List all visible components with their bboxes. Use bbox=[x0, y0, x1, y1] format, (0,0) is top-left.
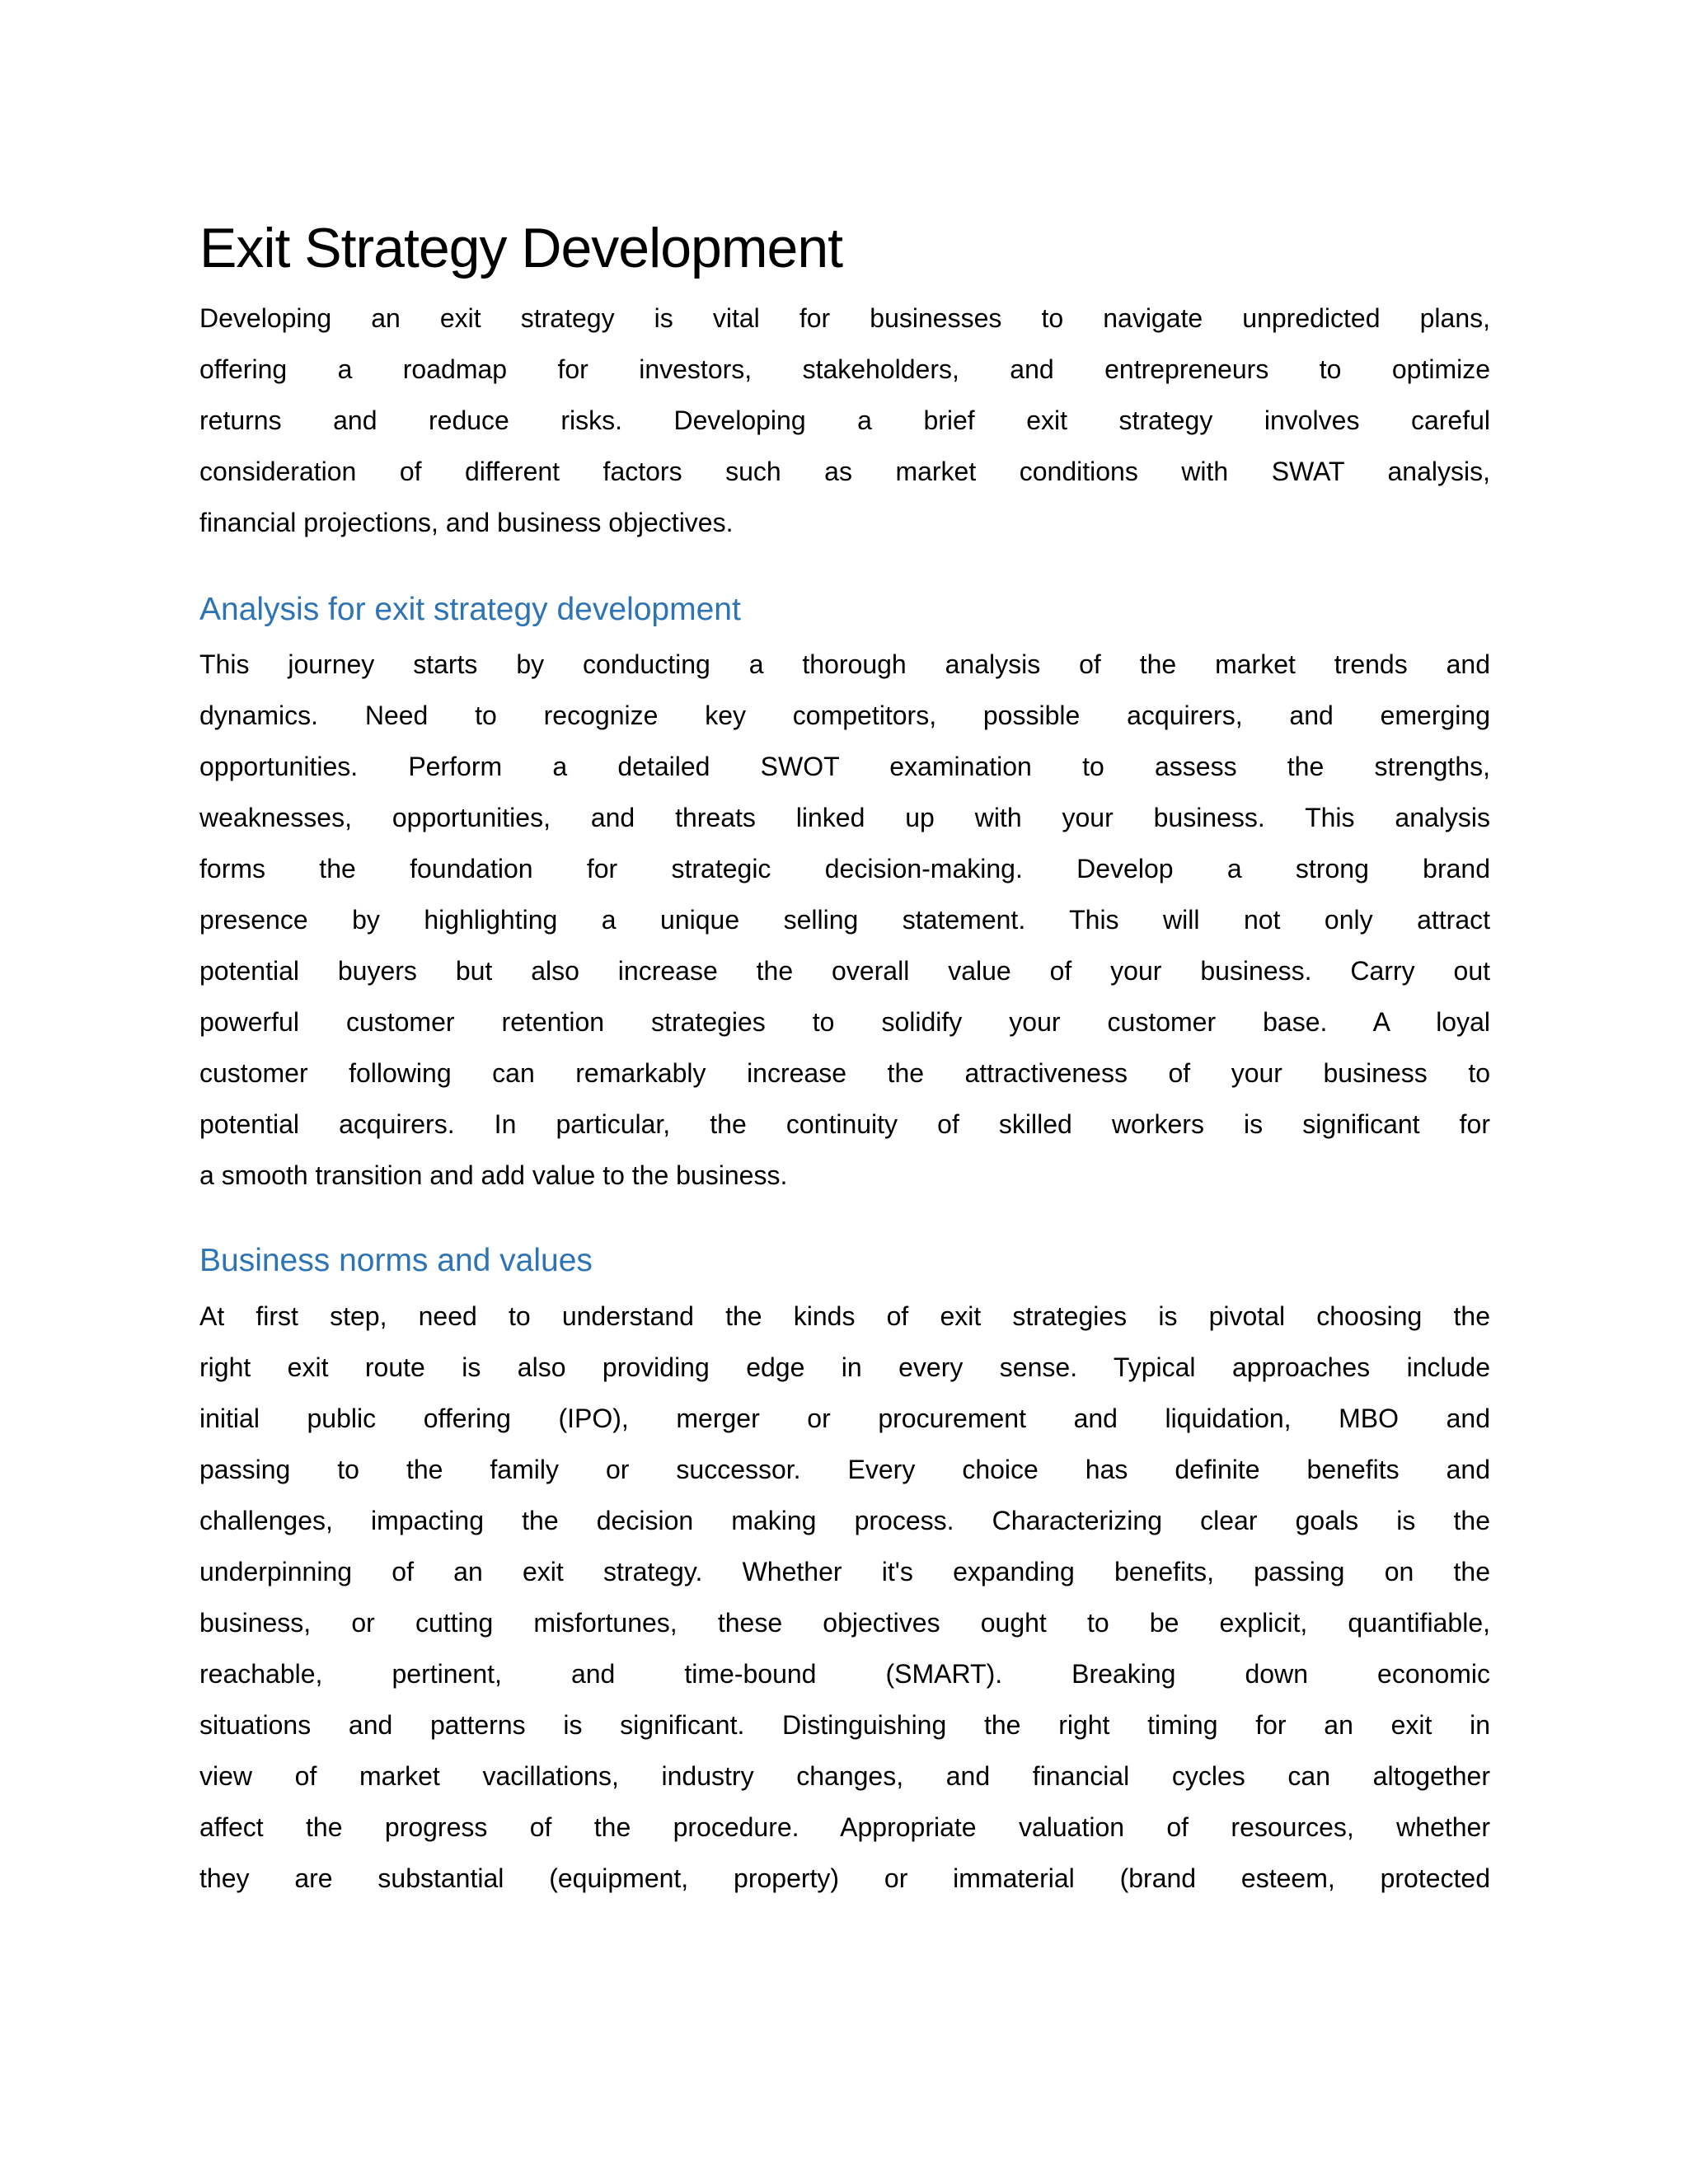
paragraph-line: situations and patterns is significant. Distinguishing the right timing for an exit in bbox=[199, 1710, 1490, 1740]
page-title: Exit Strategy Development bbox=[199, 217, 843, 279]
intro-paragraph bbox=[199, 293, 1490, 548]
paragraph-line: affect the progress of the procedure. Appropriate valuation of resources, whether bbox=[199, 1812, 1490, 1842]
paragraph-line: forms the foundation for strategic decision-making. Develop a strong brand bbox=[199, 854, 1490, 883]
paragraph-line: financial projections, and business objectives. bbox=[199, 508, 734, 537]
section-heading-norms: Business norms and values bbox=[199, 1243, 593, 1278]
paragraph-line: powerful customer retention strategies to solidify your customer base. A loyal bbox=[199, 1007, 1490, 1037]
paragraph-line: returns and reduce risks. Developing a brief exit strategy involves careful bbox=[199, 405, 1490, 435]
paragraph-line: view of market vacillations, industry changes, and financial cycles can altogether bbox=[199, 1761, 1490, 1791]
paragraph-line: a smooth transition and add value to the business. bbox=[199, 1160, 788, 1190]
paragraph-line: weaknesses, opportunities, and threats linked up with your business. This analysis bbox=[199, 803, 1490, 832]
paragraph-line: passing to the family or successor. Every choice has definite benefits and bbox=[199, 1455, 1490, 1484]
paragraph-line: Developing an exit strategy is vital for businesses to navigate unpredicted plans, bbox=[199, 303, 1490, 333]
paragraph-line: underpinning of an exit strategy. Whether it's expanding benefits, passing on the bbox=[199, 1557, 1490, 1586]
paragraph-line: customer following can remarkably increase the attractiveness of your business to bbox=[199, 1058, 1490, 1088]
paragraph-line: dynamics. Need to recognize key competitors, possible acquirers, and emerging bbox=[199, 701, 1490, 730]
paragraph-line: potential buyers but also increase the overall value of your business. Carry out bbox=[199, 956, 1490, 986]
section-heading-analysis: Analysis for exit strategy development bbox=[199, 592, 741, 627]
paragraph-line: consideration of different factors such as market conditions with SWAT analysis, bbox=[199, 457, 1490, 486]
paragraph-line: challenges, impacting the decision making process. Characterizing clear goals is the bbox=[199, 1506, 1490, 1535]
paragraph-line: At first step, need to understand the kinds of exit strategies is pivotal choosing the bbox=[199, 1301, 1490, 1331]
paragraph-line: opportunities. Perform a detailed SWOT examination to assess the strengths, bbox=[199, 752, 1490, 781]
paragraph-line: reachable, pertinent, and time-bound (SMART). Breaking down economic bbox=[199, 1659, 1490, 1689]
paragraph-line: business, or cutting misfortunes, these objectives ought to be explicit, quantifiable, bbox=[199, 1608, 1490, 1638]
analysis-paragraph bbox=[199, 639, 1490, 1201]
paragraph-line: they are substantial (equipment, property) or immaterial (brand esteem, protected bbox=[199, 1863, 1490, 1893]
norms-paragraph bbox=[199, 1291, 1490, 1904]
paragraph-line: initial public offering (IPO), merger or procurement and liquidation, MBO and bbox=[199, 1404, 1490, 1433]
paragraph-line: right exit route is also providing edge in every sense. Typical approaches include bbox=[199, 1352, 1490, 1382]
paragraph-line: presence by highlighting a unique selling statement. This will not only attract bbox=[199, 905, 1490, 935]
paragraph-line: offering a roadmap for investors, stakeholders, and entrepreneurs to optimize bbox=[199, 354, 1490, 384]
paragraph-line: This journey starts by conducting a thorough analysis of the market trends and bbox=[199, 649, 1490, 679]
paragraph-line: potential acquirers. In particular, the continuity of skilled workers is significant for bbox=[199, 1109, 1490, 1139]
